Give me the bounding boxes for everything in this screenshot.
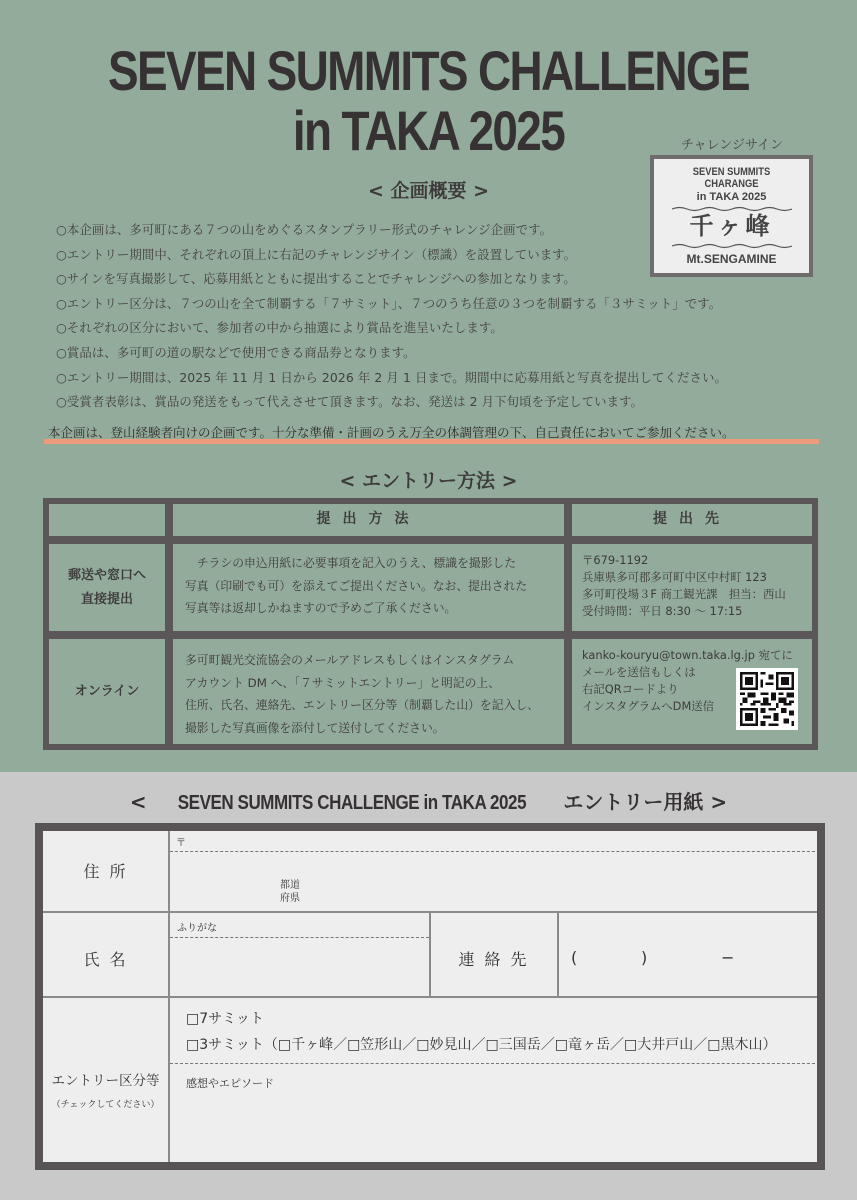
- overview-item: ○サインを写真撮影して、応募用紙とともに提出することでチャレンジへの参加となります。: [56, 271, 576, 287]
- contact-label: 連絡先: [458, 950, 537, 969]
- prefecture-line1: 都道: [280, 880, 300, 891]
- address-text: 兵庫県多可郡多可町中区中村町 123: [582, 570, 767, 584]
- entry-method-table: [43, 498, 818, 750]
- furigana-label: ふりがな: [177, 923, 217, 934]
- challenge-sign-label: チャレンジサイン: [680, 138, 784, 153]
- sign-mountain-jp: 千ヶ峰: [689, 212, 774, 240]
- overview-item: ○受賞者表彰は、賞品の発送をもって代えさせて頂きます。なお、発送は 2 月下旬頃を予定しています。: [56, 394, 644, 410]
- entry-form: [35, 823, 825, 1170]
- title-en: SEVEN SUMMITS CHALLENGE in TAKA 2025: [177, 792, 526, 814]
- method-online: [173, 639, 564, 744]
- sign-mountain-en: Mt.SENGAMINE: [686, 252, 777, 266]
- destination-mail: [572, 544, 812, 631]
- method-text: 撮影した写真画像を添付して送付してください。: [185, 720, 445, 735]
- hours-text: 受付時間：平日 8:30 〜 17:15: [582, 604, 743, 618]
- method-text: 住所、氏名、連絡先、エントリー区分等（制覇した山）を記入し、: [185, 698, 539, 712]
- main-title-line2: in TAKA 2025: [292, 99, 565, 162]
- entry-form-body: [43, 831, 817, 1162]
- overview-item: ○賞品は、多可町の道の駅などで使用できる商品券となります。: [56, 344, 416, 360]
- address-input[interactable]: [170, 853, 815, 909]
- method-text: 写真（印刷でも可）を添えてご提出ください。なお、提出された: [185, 578, 528, 593]
- category-note: （チェックしてください）: [51, 1100, 160, 1110]
- method-text: 写真等は返却しかねますので予めご了承ください。: [185, 601, 457, 615]
- overview-heading: < 企画概要 >: [367, 180, 490, 202]
- email-link[interactable]: kanko-kouryu@town.taka.lg.jp 宛てに: [582, 648, 793, 662]
- address-label: 住所: [83, 862, 136, 881]
- table-header-empty: [49, 504, 165, 536]
- checkbox-7-summits[interactable]: □7サミット: [186, 1011, 264, 1027]
- row-label-online: [49, 639, 165, 744]
- postal-mark: 〒: [176, 838, 186, 849]
- sign-line1: SEVEN SUMMITS CHARANGE: [692, 166, 771, 190]
- comments-input[interactable]: [170, 1091, 815, 1161]
- overview-list: [56, 218, 816, 415]
- method-text: アカウント DM へ、「７サミットエントリー」と明記の上、: [185, 675, 500, 690]
- row-label-line1: 郵送や窓口へ: [67, 567, 146, 583]
- destination-online: [572, 639, 812, 744]
- row-label-mail: [49, 544, 165, 631]
- name-label: 氏名: [83, 950, 136, 969]
- row-label-line2: 直接提出: [80, 591, 133, 607]
- qr-code-icon[interactable]: [736, 668, 798, 730]
- title-jp: エントリー用紙 >: [556, 790, 728, 814]
- dest-text: 右記QRコードより: [582, 682, 679, 696]
- overview-item: ○エントリー期間中、それぞれの頂上に右記のチャレンジサイン（標識）を設置しています。: [56, 246, 577, 262]
- contact-open-paren: (: [571, 948, 578, 967]
- category-label: エントリー区分等: [51, 1073, 160, 1089]
- comments-label: 感想やエピソード: [186, 1077, 274, 1090]
- furigana-dashed-line: [170, 937, 429, 938]
- method-text: 多可町観光交流協会のメールアドレスもしくはインスタグラム: [185, 653, 515, 667]
- name-input[interactable]: [170, 939, 429, 995]
- office-text: 多可町役場３F 商工観光課 担当：西山: [582, 587, 786, 601]
- postal-dashed-line: [170, 851, 815, 852]
- sign-line2: in TAKA 2025: [696, 191, 767, 203]
- table-header-method: 提出方法: [173, 504, 564, 536]
- checkbox-3-summits[interactable]: □3サミット（□千ヶ峰／□笠形山／□妙見山／□三国岳／□竜ヶ岳／□大井戸山／□黒木山）: [186, 1037, 777, 1053]
- method-text: チラシの申込用紙に必要事項を記入のうえ、標識を撮影した: [185, 556, 517, 570]
- contact-close-paren: ): [641, 948, 648, 967]
- method-mail: [173, 544, 564, 631]
- overview-item: ○本企画は、多可町にある７つの山をめぐるスタンプラリー形式のチャレンジ企画です。: [56, 222, 553, 237]
- prefecture-line2: 府県: [280, 893, 300, 904]
- main-title-line1: SEVEN SUMMITS CHALLENGE: [108, 39, 749, 102]
- table-header-destination: 提出先: [572, 504, 812, 536]
- safety-warning: 本企画は、登山経験者向けの企画です。十分な準備・計画のうえ万全の体調管理の下、自己責任においてご参加ください。: [44, 424, 819, 444]
- overview-item: ○エントリー期間は、2025 年 11 月 1 日から 2026 年 2 月 1 日まで。期間中に応募用紙と写真を提出してください。: [56, 369, 727, 385]
- comments-dashed-line: [170, 1063, 815, 1064]
- postal-code: 〒679-1192: [582, 553, 649, 567]
- title-bracket: <: [129, 790, 147, 814]
- overview-item: ○エントリー区分は、７つの山を全て制覇する「７サミット」、７つのうち任意の３つを制覇する「３サミット」です。: [56, 295, 722, 311]
- overview-item: ○それぞれの区分において、参加者の中から抽選により賞品を進呈いたします。: [56, 320, 503, 336]
- dest-text: インスタグラムへDM送信: [582, 699, 715, 713]
- contact-dash: −: [721, 948, 735, 967]
- row-label-line1: オンライン: [74, 683, 140, 699]
- entry-method-heading: < エントリー方法 >: [339, 470, 518, 492]
- entry-form-title: [0, 786, 857, 815]
- dest-text: メールを送信もしくは: [582, 665, 696, 679]
- phone-input[interactable]: [559, 913, 815, 995]
